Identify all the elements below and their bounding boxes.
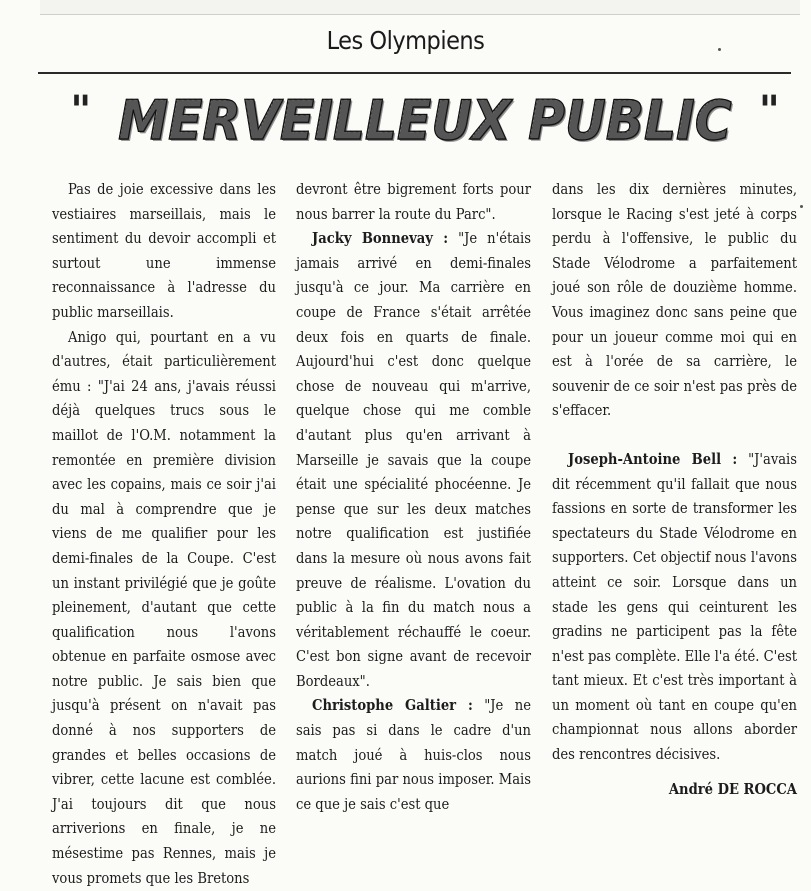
headline (55, 62, 795, 162)
quote-text: "Je n'étais jamais arrivé en demi-finales jusqu'à ce jour. Ma carrière en coupe de France s'était arrêtée deux fois en quarts de finale. Aujourd'hui c'est donc quelque chose de nouveau qui m'arrive, quelque chose qui me comble d'autant plus qu'en arrivant à Marseille je savais que la coupe était une spécialité phocéenne. Je pense que sur les deux matches notre qualification est justifiée dans la mesure où nous avons fait preuve de réalisme. L'ovation du public à la fin du match nous a véritablement réchauffé le coeur. C'est bon signe avant de recevoir Bordeaux". (296, 230, 531, 690)
headline-title: MERVEILLEUX PUBLIC (118, 89, 732, 152)
speaker-name: Christophe Galtier : (312, 697, 473, 715)
article-paragraph (296, 227, 531, 694)
article-column-2 (296, 178, 531, 817)
quote-text: "Je ne sais pas si dans le cadre d'un match joué à huis-clos nous aurions fini par nous imposer. Mais ce que je sais c'est que (296, 697, 531, 813)
article-paragraph (296, 694, 531, 817)
scan-speck (800, 205, 803, 208)
scan-edge (40, 0, 800, 15)
article-paragraph: Pas de joie excessive dans les vestiaires marseillais, mais le sentiment du devoir accompli et surtout une immense reconnaissance à l'adresse du public marseillais. (52, 181, 276, 321)
article-paragraph: dans les dix dernières minutes, lorsque le Racing s'est jeté à corps perdu à l'offensive, le public du Stade Vélodrome a parfaitement joué son rôle de douzième homme. Vous imaginez donc sans peine que pour un joueur comme moi qui en est à l'orée de sa carrière, le souvenir de ce soir n'est pas près de s'effacer. (552, 181, 797, 420)
article-paragraph: devront être bigrement forts pour nous barrer la route du Parc". (296, 181, 531, 223)
article-paragraph: Anigo qui, pourtant en a vu d'autres, était particulièrement ému : "J'ai 24 ans, j'avais réussi déjà quelques trucs sous le maillot de l'O.M. notamment la remontée en première division avec les copains, mais ce soir j'ai du mal à comprendre que je viens de me qualifier pour les demi-finales de la Coupe. C'est un instant privilégié que je goûte pleinement, d'autant que cette qualification nous l'avons obtenue en parfaite osmose avec notre public. Je sais bien que jusqu'à présent on n'avait pas donné à nos supporters de grandes et belles occasions de vibrer, cette lacune est comblée. J'ai toujours dit que nous arriverions en finale, je ne mésestime pas Rennes, mais je vous promets que les Bretons (52, 328, 276, 887)
article-column-1 (52, 178, 276, 891)
headline-open-quote: " (70, 88, 92, 134)
article-column-3 (552, 178, 797, 802)
speaker-name: Jacky Bonnevay : (312, 230, 449, 248)
author-signature: André DE ROCCA (668, 780, 797, 798)
speaker-name: Joseph-Antoine Bell : (568, 450, 738, 468)
quote-text: "J'avais dit récemment qu'il fallait que nous fassions en sorte de transformer les spectateurs du Stade Vélodrome en supporters. Cet objectif nous l'avons atteint ce soir. Lorsque dans un stade les gens qui ceinturent les gradins ne participent pas la fête n'est pas complète. Elle l'a été. C'est tant mieux. Et c'est très important à un moment où tant en coupe qu'en championnat nous allons aborder des rencontres décisives. (552, 450, 797, 764)
article-body (52, 178, 797, 887)
headline-close-quote: " (758, 88, 780, 134)
section-label: Les Olympiens (326, 26, 485, 55)
article-paragraph (552, 448, 797, 768)
